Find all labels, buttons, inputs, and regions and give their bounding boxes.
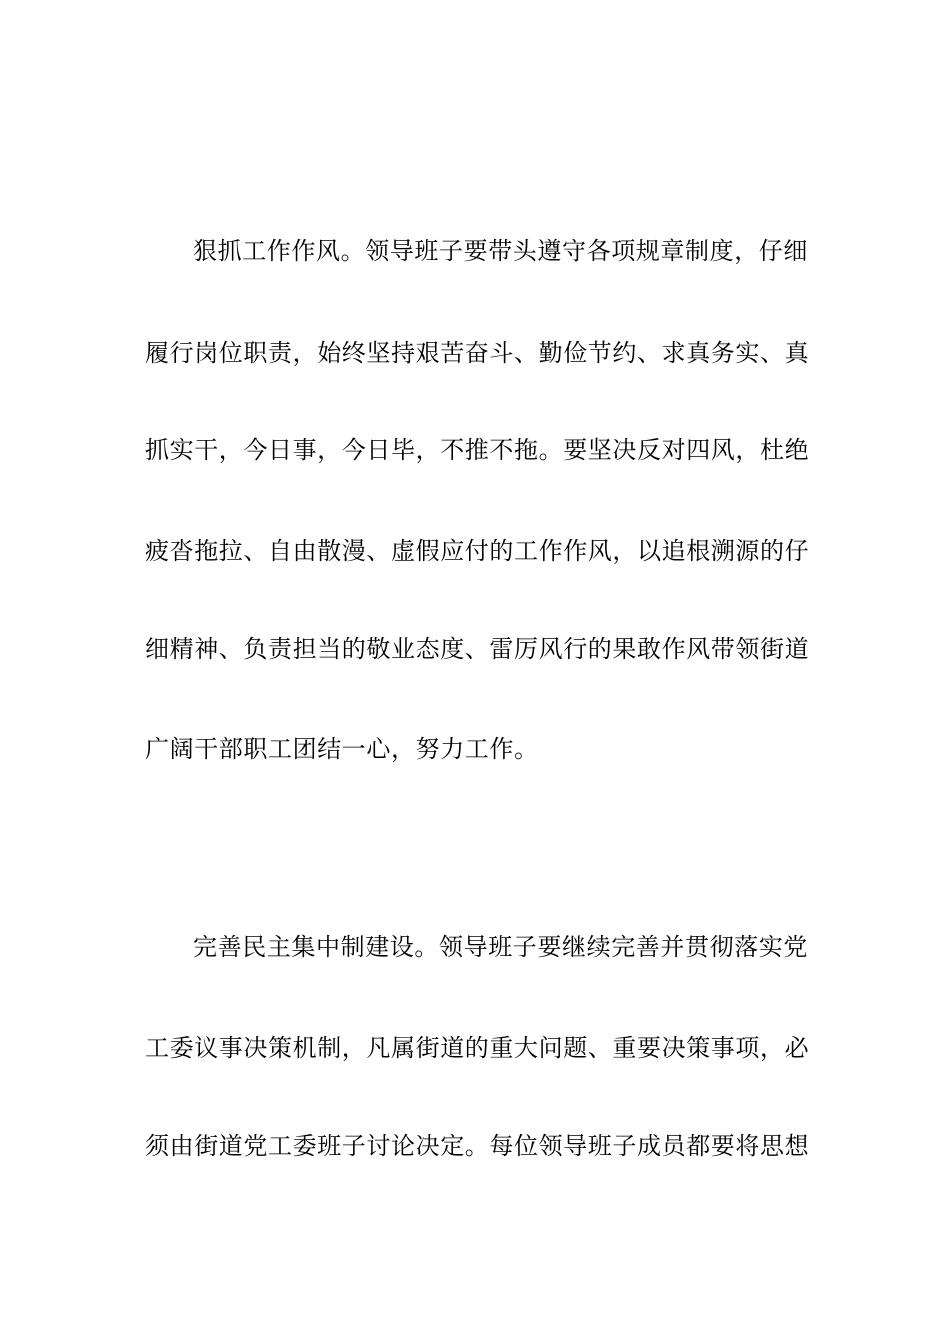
paragraph-line: 须由街道党工委班子讨论决定。每位领导班子成员都要将思想: [145, 1132, 810, 1160]
paragraph-line: 完善民主集中制建设。领导班子要继续完善并贯彻落实党: [193, 933, 808, 961]
paragraph-line: 细精神、负责担当的敬业态度、雷厉风行的果敢作风带领街道: [145, 635, 810, 663]
paragraph-line: 广阔干部职工团结一心，努力工作。: [145, 735, 539, 763]
paragraph-line: 工委议事决策机制，凡属街道的重大问题、重要决策事项，必: [145, 1034, 810, 1062]
paragraph-line: 抓实干，今日事，今日毕，不推不拖。要坚决反对四风，杜绝: [145, 436, 810, 464]
paragraph-line: 狠抓工作作风。领导班子要带头遵守各项规章制度，仔细: [193, 237, 808, 265]
paragraph-line: 疲沓拖拉、自由散漫、虚假应付的工作作风，以追根溯源的仔: [145, 537, 810, 565]
paragraph-line: 履行岗位职责，始终坚持艰苦奋斗、勤俭节约、求真务实、真: [145, 339, 810, 367]
